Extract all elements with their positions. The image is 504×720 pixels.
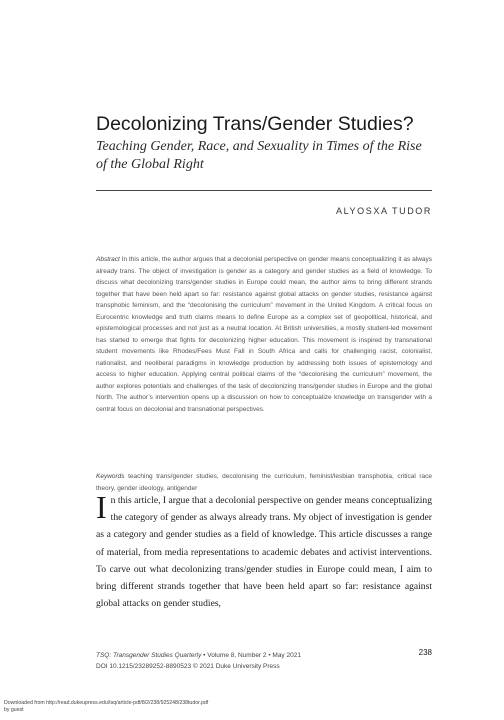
abstract-label: Abstract [96, 256, 120, 263]
download-link[interactable]: Downloaded from http://read.dukeupress.edu/tsq/article-pdf/8/2/238/925248/238tudor.pdf [4, 700, 209, 706]
page-number: 238 [418, 648, 432, 657]
download-user: by guest [4, 707, 24, 713]
abstract [96, 254, 432, 415]
journal-name: TSQ: Transgender Studies Quarterly [96, 652, 202, 659]
keywords-label: Keywords [96, 473, 125, 480]
download-note [4, 700, 208, 714]
journal-footer [96, 650, 432, 672]
article-title: Decolonizing Trans/Gender Studies? [96, 113, 414, 135]
article-subtitle: Teaching Gender, Race, and Sexuality in Times of the Rise of the Global Right [96, 139, 422, 172]
keywords [96, 471, 432, 494]
keywords-text: teaching trans/gender studies, decolonising the curriculum, feminist/lesbian transphobia, critical race theory, gender ideology, antigender [96, 473, 432, 492]
drop-cap: I [96, 489, 107, 525]
journal-citation [96, 650, 432, 661]
body-paragraph-text: n this article, I argue that a decolonial perspective on gender means conceptualizing the category of gender as always already trans. My object of investigation is gender as a category and gender studies as a field of knowledge. This article discusses a range of material, from media representations to academic debates and activist interventions. To carve out what decolonizing trans/gender studies in Europe could mean, I aim to bring different strands together that have been held apart so far: resistance against global attacks on gender studies, [96, 495, 433, 610]
abstract-text: In this article, the author argues that a decolonial perspective on gender means conceptualizing it as always already trans. The object of investigation is gender as a category and gender studies as a field of knowledge. To discuss what decolonizing trans/gender studies in Europe could mean, the author aims to bring different strands together that have been held apart so far: resistance against global attacks on gender studies, resistance against transphobic feminism, and the “decolonising the curriculum” movement in the United Kingdom. A critical focus on Eurocentric knowledge and truth claims means to define Europe as a complex set of geopolitical, historical, and epistemological processes and not just as a neutral location. At British universities, a mostly student-led movement has started to emerge that fights for decolonizing higher education. This movement is inspired by transnational student movements like Rhodes/Fees Must Fall in South Africa and calls for challenging racist, colonialist, nationalist, and neoliberal paradigms in knowledge production by addressing both issues of epistemology and access to higher education. Applying central political claims of the “decolonising the curriculum” movement, the author explores potentials and challenges of the task of decolonizing trans/gender studies in Europe and the global North. The author’s intervention opens up a discussion on how to conceptualize knowledge on transgender with a central focus on decolonial and transnational perspectives. [96, 256, 433, 413]
author-name: ALYOSXA TUDOR [336, 206, 432, 216]
title-divider [96, 190, 432, 191]
journal-issue: • Volume 8, Number 2 • May 2021 [201, 652, 301, 659]
body-paragraph [96, 489, 433, 612]
doi-line: DOI 10.1215/23289252-8890523 © 2021 Duke University Press [96, 663, 280, 670]
